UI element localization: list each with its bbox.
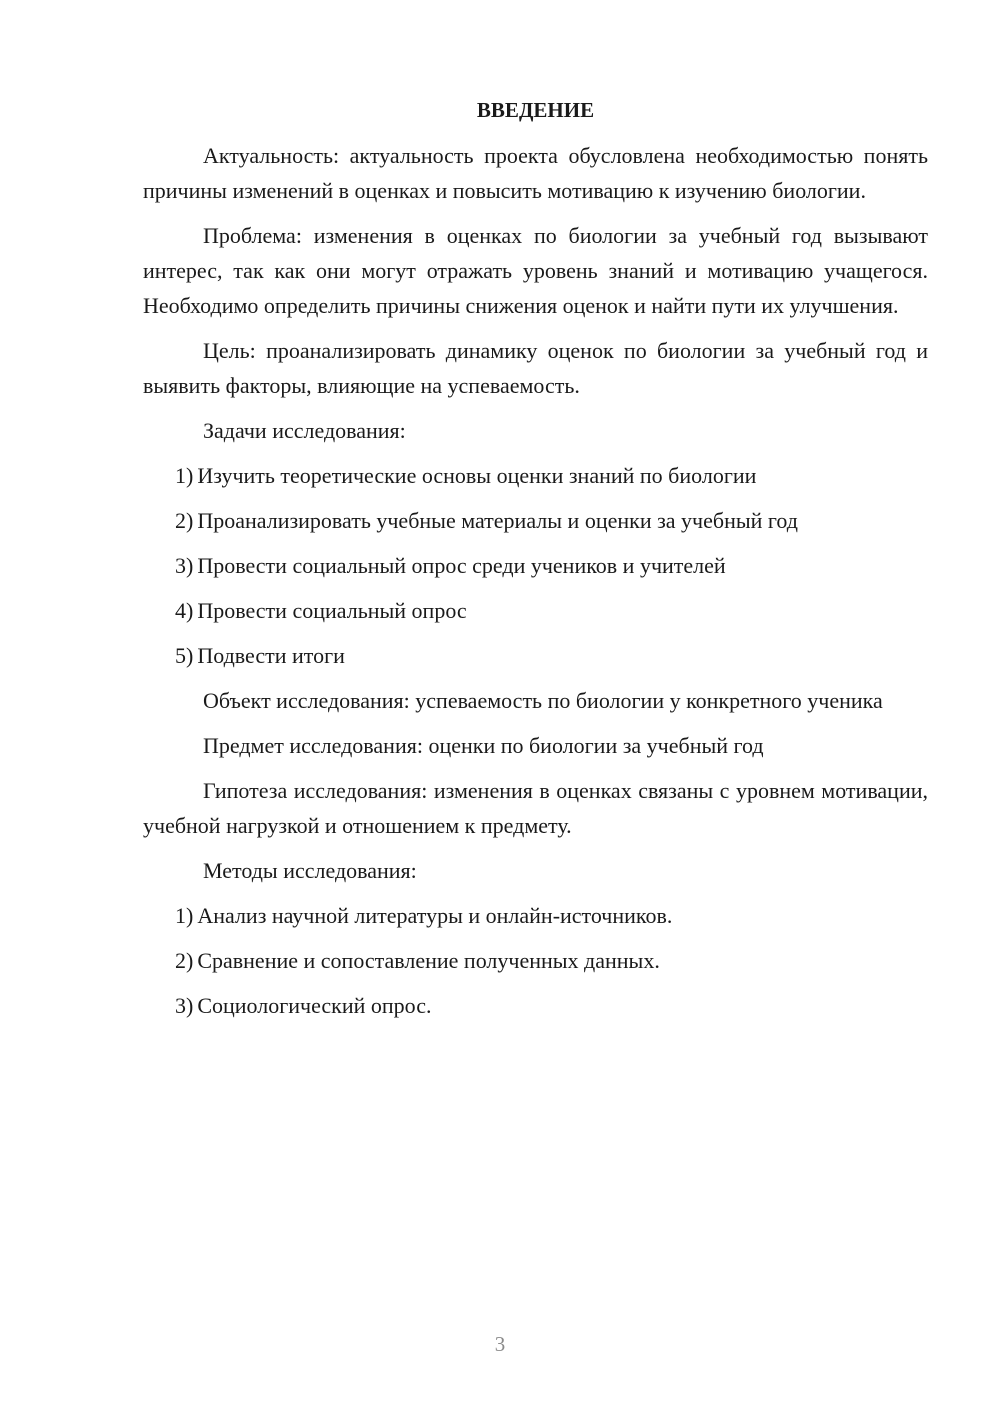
list-item-number: 1) (175, 463, 194, 488)
list-item-number: 2) (175, 948, 194, 973)
list-item (143, 503, 928, 538)
document-body (143, 93, 928, 1033)
list-item-text: Анализ научной литературы и онлайн-источников. (197, 903, 673, 928)
list-item-text: Социологический опрос. (197, 993, 432, 1018)
object-paragraph: Объект исследования: успеваемость по биологии у конкретного ученика (203, 688, 883, 713)
relevance-paragraph: Актуальность: актуальность проекта обусловлена необходимостью понять причины изменений в оценках и повысить мотивацию к изучению биологии. (143, 143, 928, 203)
list-item-number: 3) (175, 993, 194, 1018)
list-item-number: 3) (175, 553, 194, 578)
list-item-text: Подвести итоги (197, 643, 345, 668)
list-item-number: 1) (175, 903, 194, 928)
subject-paragraph: Предмет исследования: оценки по биологии за учебный год (203, 733, 764, 758)
tasks-list (143, 458, 928, 673)
list-item-text: Провести социальный опрос (197, 598, 467, 623)
list-item-text: Проанализировать учебные материалы и оценки за учебный год (197, 508, 798, 533)
methods-list (143, 898, 928, 1023)
hypothesis-paragraph: Гипотеза исследования: изменения в оценках связаны с уровнем мотивации, учебной нагрузкой и отношением к предмету. (143, 778, 928, 838)
list-item (143, 898, 928, 933)
list-item (143, 548, 928, 583)
goal-paragraph: Цель: проанализировать динамику оценок по биологии за учебный год и выявить факторы, влияющие на успеваемость. (143, 338, 928, 398)
list-item-number: 5) (175, 643, 194, 668)
tasks-heading: Задачи исследования: (203, 418, 406, 443)
list-item (143, 638, 928, 673)
list-item (143, 458, 928, 493)
problem-paragraph: Проблема: изменения в оценках по биологии за учебный год вызывают интерес, так как они могут отражать уровень знаний и мотивацию учащегося. Необходимо определить причины снижения оценок и найти пути их улучшения. (143, 223, 928, 318)
section-title: ВВЕДЕНИЕ (476, 98, 595, 122)
methods-heading: Методы исследования: (203, 858, 417, 883)
list-item-number: 4) (175, 598, 194, 623)
list-item-number: 2) (175, 508, 194, 533)
list-item (143, 593, 928, 628)
list-item-text: Провести социальный опрос среди учеников и учителей (197, 553, 726, 578)
page-number: 3 (494, 1332, 506, 1356)
list-item-text: Сравнение и сопоставление полученных данных. (197, 948, 660, 973)
list-item (143, 988, 928, 1023)
list-item-text: Изучить теоретические основы оценки знаний по биологии (197, 463, 757, 488)
list-item (143, 943, 928, 978)
